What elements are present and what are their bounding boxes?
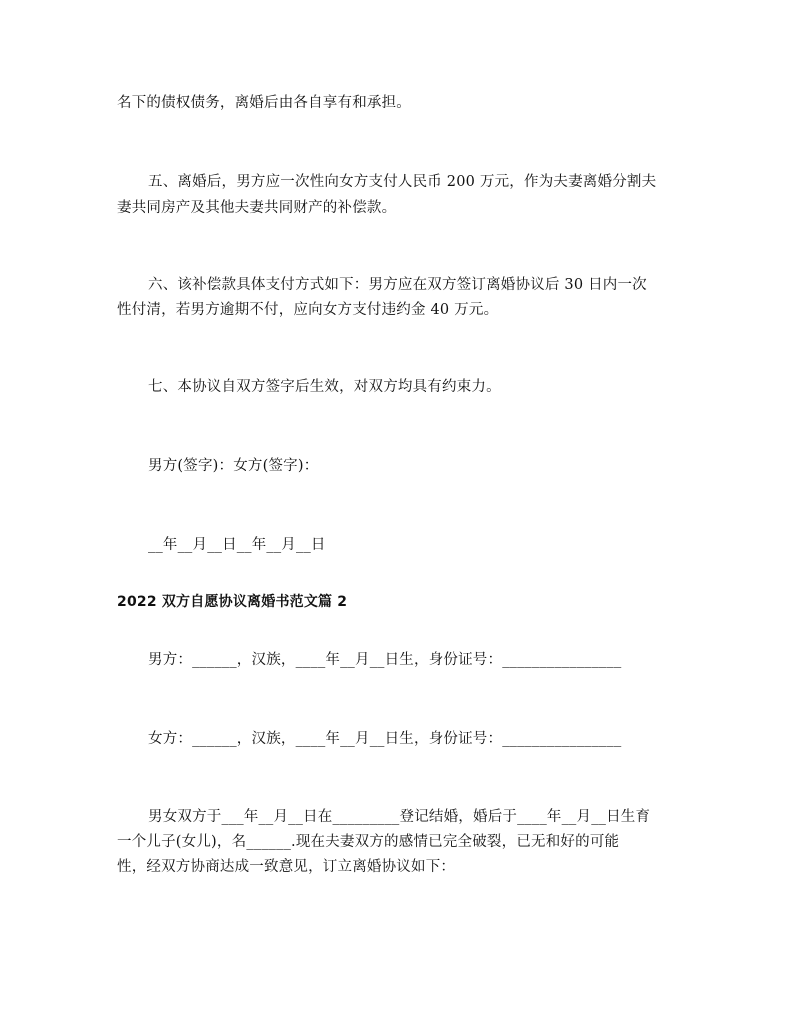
clause-7: 七、本协议自双方签字后生效，对双方均具有约束力。 (148, 379, 501, 395)
signature-line: 男方(签字)：女方(签字)： (148, 458, 319, 474)
date-line: __年__月__日__年__月__日 (148, 537, 326, 553)
clause-6-line-1: 六、该补偿款具体支付方式如下：男方应在双方签订离婚协议后 30 日内一次 (148, 277, 647, 293)
clause-5-line-2: 妻共同房产及其他夫妻共同财产的补偿款。 (117, 200, 397, 216)
marriage-paragraph-line-2: 一个儿子(女儿)，名______.现在夫妻双方的感情已完全破裂，已无和好的可能 (117, 834, 620, 850)
section-heading: 2022 双方自愿协议离婚书范文篇 2 (117, 594, 348, 610)
male-party-line: 男方：______，汉族，____年__月__日生，身份证号：________________ (148, 652, 622, 668)
clause-6-line-2: 性付清，若男方逾期不付，应向女方支付违约金 40 万元。 (117, 302, 499, 318)
female-party-line: 女方：______，汉族，____年__月__日生，身份证号：________________ (148, 731, 622, 747)
marriage-paragraph-line-1: 男女双方于___年__月__日在_________登记结婚，婚后于____年__月__日生育 (148, 809, 651, 825)
paragraph-continuation-debts: 名下的债权债务，离婚后由各自享有和承担。 (117, 95, 411, 111)
clause-5-line-1: 五、离婚后，男方应一次性向女方支付人民币 200 万元，作为夫妻离婚分割夫 (148, 174, 657, 190)
marriage-paragraph-line-3: 性，经双方协商达成一致意见，订立离婚协议如下： (117, 859, 456, 875)
